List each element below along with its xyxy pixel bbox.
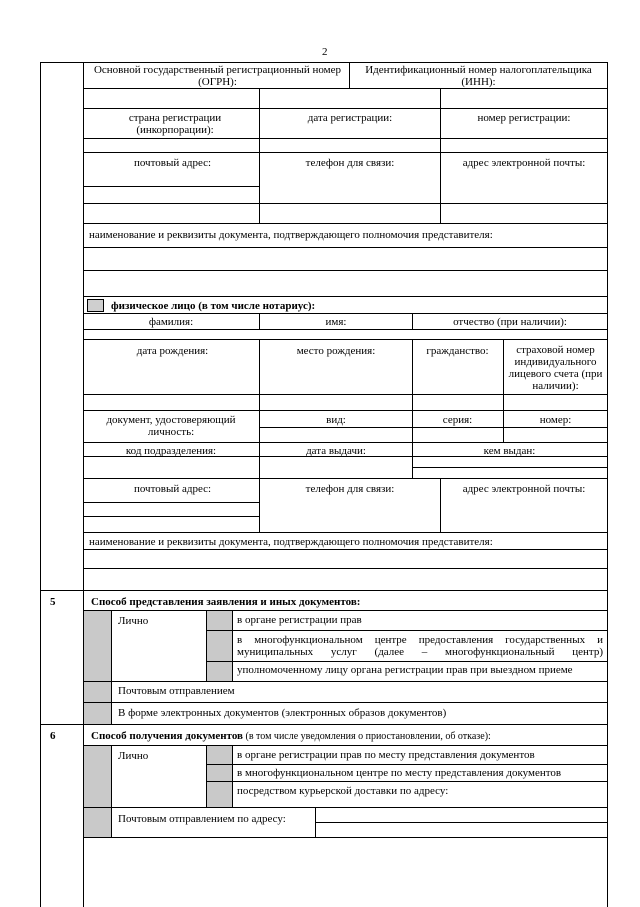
ind-postal-label: почтовый адрес: — [133, 483, 212, 495]
frame-right-border — [607, 62, 608, 907]
section5-post-checkbox[interactable] — [84, 682, 111, 702]
section6-registry-checkbox[interactable] — [207, 746, 232, 764]
country-label: страна регистрации (инкорпорации): — [128, 112, 222, 136]
frame-top-border — [40, 62, 607, 63]
section5-electronic-checkbox[interactable] — [84, 703, 111, 724]
section5-onsite-label: уполномоченному лицу органа регистрации прав при выездном приеме — [237, 664, 573, 676]
kind-label: вид: — [326, 414, 346, 426]
individual-heading: физическое лицо (в том числе нотариус): — [111, 300, 316, 312]
issued-by-label: кем выдан: — [483, 445, 536, 457]
citizenship-label: гражданство: — [426, 345, 489, 357]
patronymic-label: отчество (при наличии): — [453, 316, 567, 328]
reg-number-label: номер регистрации: — [477, 112, 571, 124]
section6-mfc-label: в многофункциональном центре по месту представления документов — [237, 767, 562, 779]
section6-courier-label: посредством курьерской доставки по адресу: — [237, 785, 449, 797]
ind-authority-doc-label: наименование и реквизиты документа, подтверждающего полномочия представителя: — [89, 536, 493, 548]
page-number: 2 — [322, 46, 328, 58]
surname-label: фамилия: — [148, 316, 194, 328]
section6-title-row — [91, 730, 491, 743]
section6-post-label: Почтовым отправлением по адресу: — [118, 813, 286, 825]
ind-email-label: адрес электронной почты: — [462, 483, 586, 495]
ogrn-label: Основной государственный регистрационный номер (ОГРН): — [93, 64, 342, 88]
section5-in-person-label: Лично — [118, 615, 149, 627]
section5-in-person-checkbox[interactable] — [84, 611, 111, 681]
name-label: имя: — [325, 316, 347, 328]
email-label: адрес электронной почты: — [462, 157, 586, 169]
birth-place-label: место рождения: — [296, 345, 376, 357]
issue-date-label: дата выдачи: — [306, 445, 366, 457]
individual-checkbox[interactable] — [87, 299, 104, 312]
phone-label: телефон для связи: — [305, 157, 395, 169]
dept-code-label: код подразделения: — [125, 445, 217, 457]
section6-mfc-checkbox[interactable] — [207, 765, 232, 781]
section5-title: Способ представления заявления и иных документов: — [91, 596, 361, 608]
section5-post-label: Почтовым отправлением — [118, 685, 235, 697]
section6-courier-checkbox[interactable] — [207, 782, 232, 807]
authority-doc-label: наименование и реквизиты документа, подтверждающего полномочия представителя: — [89, 229, 493, 241]
ind-phone-label: телефон для связи: — [305, 483, 395, 495]
frame-left-border — [40, 62, 41, 907]
section5-mfc-label: в многофункциональном центре предоставления государственных и муниципальных услуг (далее – многофункциональный центр) — [237, 634, 603, 658]
inn-label: Идентификационный номер налогоплательщика (ИНН): — [365, 64, 592, 88]
section6-registry-label: в органе регистрации прав по месту представления документов — [237, 749, 535, 761]
snils-label: страховой номер индивидуального лицевого счета (при наличии): — [508, 344, 603, 392]
section5-number: 5 — [50, 596, 56, 608]
section5-registry-checkbox[interactable] — [207, 611, 232, 630]
section5-electronic-label: В форме электронных документов (электронных образов документов) — [118, 707, 447, 719]
id-doc-label: документ, удостоверяющий личность: — [106, 414, 236, 438]
birth-date-label: дата рождения: — [136, 345, 209, 357]
section6-number: 6 — [50, 730, 56, 742]
section6-in-person-label: Лично — [118, 750, 149, 762]
section5-mfc-checkbox[interactable] — [207, 631, 232, 661]
reg-date-label: дата регистрации: — [307, 112, 393, 124]
postal-label: почтовый адрес: — [133, 157, 212, 169]
section6-post-checkbox[interactable] — [84, 808, 111, 837]
section5-registry-label: в органе регистрации прав — [237, 614, 362, 626]
section6-title-note: (в том числе уведомления о приостановлении, об отказе): — [242, 731, 491, 742]
number-label: номер: — [539, 414, 572, 426]
section6-in-person-checkbox[interactable] — [84, 746, 111, 807]
series-label: серия: — [442, 414, 473, 426]
section5-onsite-checkbox[interactable] — [207, 662, 232, 681]
section6-title: Способ получения документов — [91, 730, 243, 742]
